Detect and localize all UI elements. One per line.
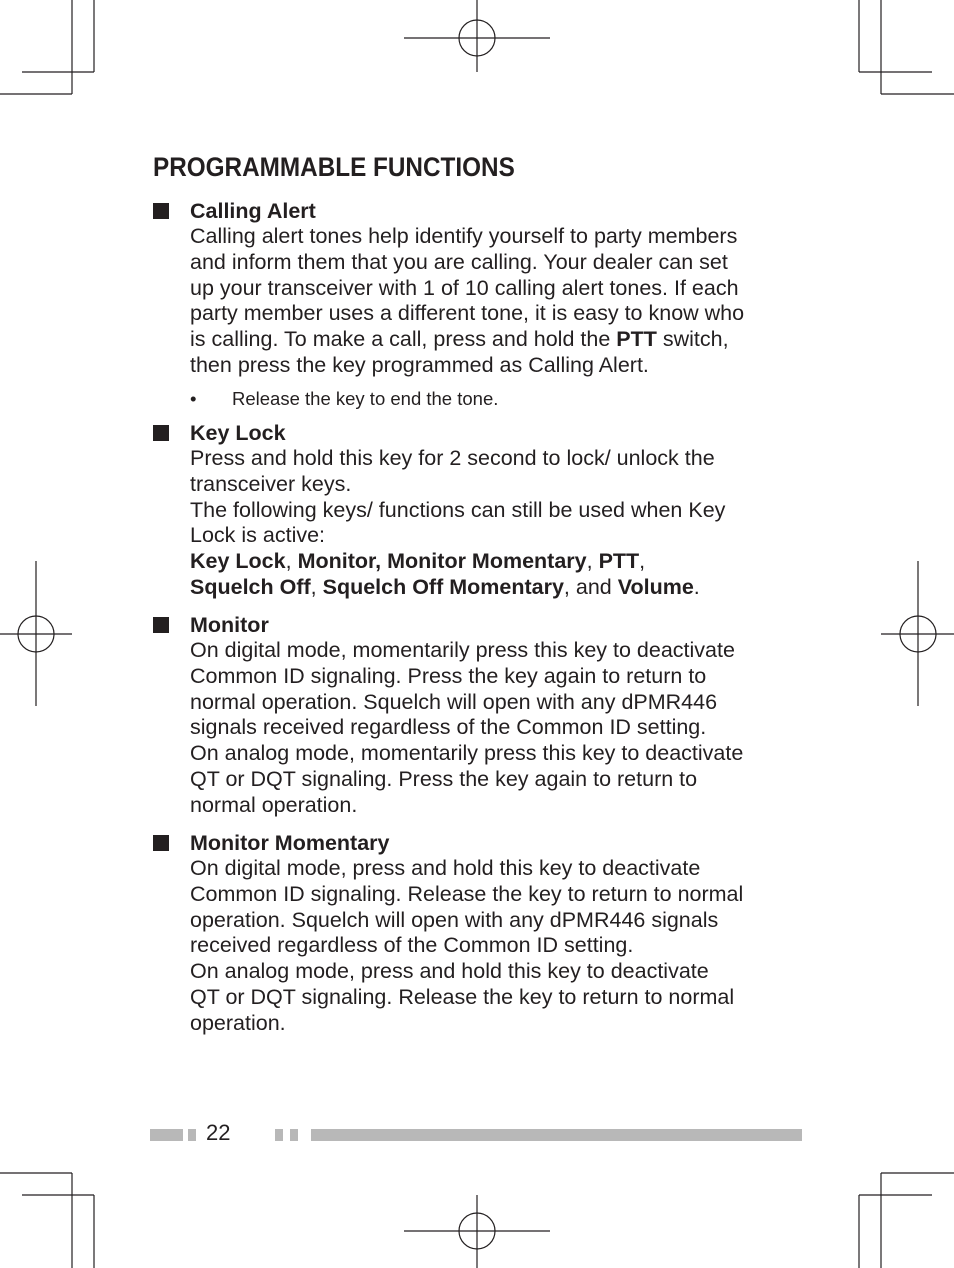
body-line bbox=[190, 793, 803, 819]
bold-term: PTT bbox=[616, 327, 657, 352]
body-line bbox=[190, 856, 803, 882]
footer-bar-long bbox=[311, 1129, 802, 1141]
body-line bbox=[190, 882, 803, 908]
text-run: operation. Squelch will open with any dPMR446 signals bbox=[190, 907, 719, 932]
text-run: . bbox=[693, 574, 700, 599]
section-body bbox=[190, 446, 803, 601]
text-run: The following keys/ functions can still be used when Key bbox=[190, 497, 726, 522]
section-body bbox=[190, 638, 803, 819]
text-run: , bbox=[310, 574, 323, 599]
body-line bbox=[190, 301, 803, 327]
text-run: then press the key programmed as Calling Alert. bbox=[190, 352, 649, 377]
section-monitor-momentary bbox=[153, 830, 803, 1037]
body-line bbox=[190, 353, 803, 379]
body-line bbox=[190, 446, 803, 472]
text-run: Common ID signaling. Press the key again to return to bbox=[190, 663, 707, 688]
footer-bar-small bbox=[188, 1129, 196, 1141]
body-line bbox=[190, 715, 803, 741]
text-run: normal operation. Squelch will open with any dPMR446 bbox=[190, 689, 718, 714]
section-square-icon bbox=[153, 835, 169, 851]
page-title: PROGRAMMABLE FUNCTIONS bbox=[153, 152, 515, 182]
body-line bbox=[190, 575, 803, 601]
text-run: , bbox=[285, 549, 298, 574]
text-run: , bbox=[639, 549, 646, 574]
section-body bbox=[190, 856, 803, 1037]
body-line bbox=[190, 472, 803, 498]
text-run: party member uses a different tone, it is easy to know who bbox=[190, 301, 745, 326]
section-body bbox=[190, 224, 803, 379]
page-number: 22 bbox=[206, 1120, 231, 1145]
body-line bbox=[190, 664, 803, 690]
body-line bbox=[190, 498, 803, 524]
section-title: Key Lock bbox=[190, 421, 286, 445]
body-line bbox=[190, 638, 803, 664]
text-run: On analog mode, press and hold this key to deactivate bbox=[190, 959, 709, 984]
body-line bbox=[190, 1011, 803, 1037]
body-line bbox=[190, 767, 803, 793]
text-run: transceiver keys. bbox=[190, 471, 352, 496]
bullet-icon: • bbox=[190, 387, 197, 409]
text-run: Calling alert tones help identify yourself to party members bbox=[190, 224, 738, 248]
text-run: up your transceiver with 1 of 10 calling alert tones. If each bbox=[190, 275, 739, 300]
bold-term: PTT bbox=[598, 549, 640, 574]
body-line bbox=[190, 276, 803, 302]
footer-bar-left bbox=[150, 1129, 183, 1141]
bullet-item bbox=[190, 387, 803, 411]
text-run: On analog mode, momentarily press this key to deactivate bbox=[190, 741, 744, 766]
text-run: switch, bbox=[656, 327, 729, 352]
bullet-text: Release the key to end the tone. bbox=[232, 387, 499, 409]
section-square-icon bbox=[153, 617, 169, 633]
body-line bbox=[190, 959, 803, 985]
body-line bbox=[190, 327, 803, 353]
text-run: signals received regardless of the Common ID setting. bbox=[190, 715, 707, 740]
body-line bbox=[190, 985, 803, 1011]
body-line bbox=[190, 250, 803, 276]
section-monitor bbox=[153, 612, 803, 819]
bold-term: Squelch Off bbox=[190, 574, 311, 599]
text-run: Press and hold this key for 2 second to lock/ unlock the bbox=[190, 446, 715, 470]
text-run: and inform them that you are calling. Your dealer can set bbox=[190, 249, 728, 274]
footer-bar-small bbox=[275, 1129, 283, 1141]
body-line bbox=[190, 690, 803, 716]
text-run: QT or DQT signaling. Press the key again to return to bbox=[190, 766, 698, 791]
section-square-icon bbox=[153, 203, 169, 219]
section-square-icon bbox=[153, 425, 169, 441]
text-run: On digital mode, momentarily press this key to deactivate bbox=[190, 638, 735, 662]
text-run: Common ID signaling. Release the key to return to normal bbox=[190, 881, 744, 906]
bold-term: Squelch Off Momentary bbox=[322, 574, 564, 599]
text-run: On digital mode, press and hold this key to deactivate bbox=[190, 856, 701, 880]
text-run: normal operation. bbox=[190, 792, 358, 817]
body-line bbox=[190, 933, 803, 959]
footer-bar-small bbox=[290, 1129, 298, 1141]
section-calling-alert bbox=[153, 198, 803, 411]
section-key-lock bbox=[153, 420, 803, 601]
text-run: Lock is active: bbox=[190, 523, 326, 548]
text-run: is calling. To make a call, press and hold the bbox=[190, 327, 617, 352]
body-line bbox=[190, 224, 803, 250]
body-line bbox=[190, 908, 803, 934]
text-run: , and bbox=[563, 574, 618, 599]
text-run: QT or DQT signaling. Release the key to return to normal bbox=[190, 984, 735, 1009]
section-title: Calling Alert bbox=[190, 199, 316, 223]
section-title: Monitor Momentary bbox=[190, 831, 390, 855]
section-title: Monitor bbox=[190, 613, 269, 637]
text-run: received regardless of the Common ID setting. bbox=[190, 933, 634, 958]
bold-term: Monitor, Monitor Momentary bbox=[297, 549, 587, 574]
bold-term: Volume bbox=[617, 574, 694, 599]
body-line bbox=[190, 549, 803, 575]
body-line bbox=[190, 741, 803, 767]
text-run: , bbox=[586, 549, 599, 574]
body-line bbox=[190, 523, 803, 549]
bold-term: Key Lock bbox=[190, 549, 286, 574]
text-run: operation. bbox=[190, 1010, 286, 1035]
